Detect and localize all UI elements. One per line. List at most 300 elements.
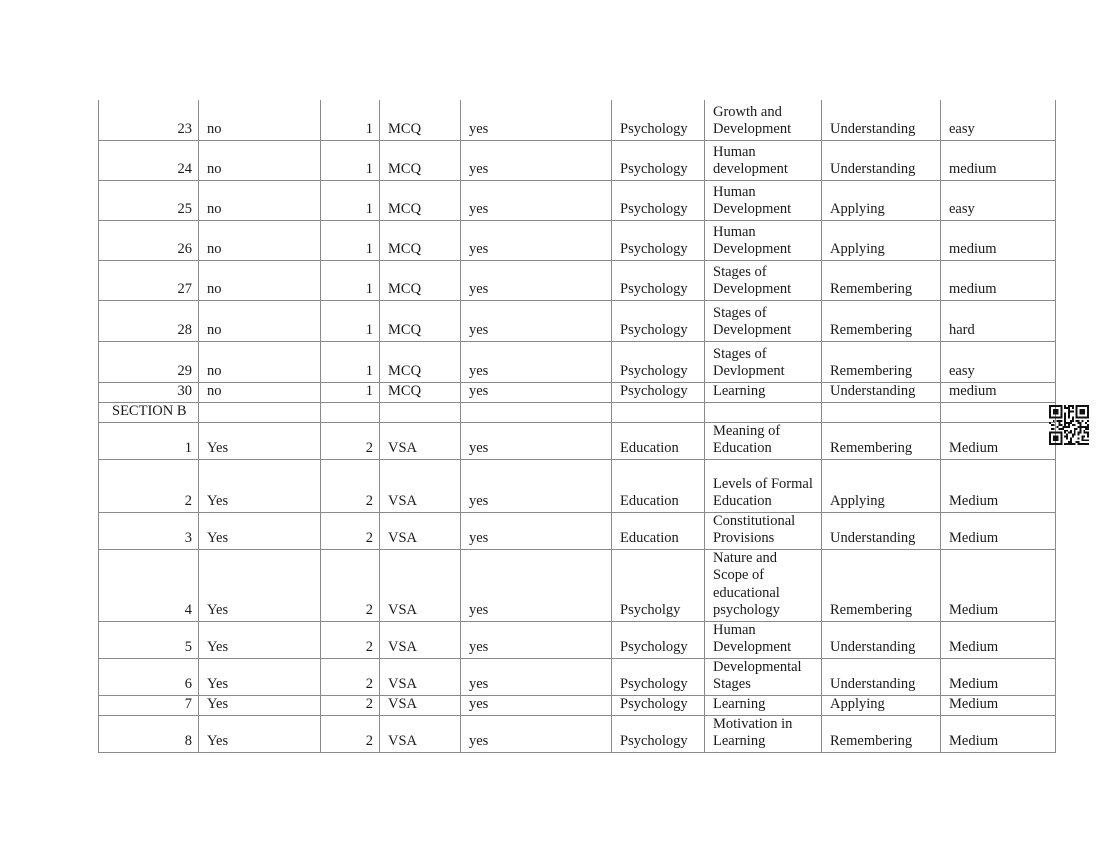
question-number-cell: 27 <box>99 260 199 300</box>
qr-module <box>1079 411 1081 413</box>
topic-cell: Human Development <box>705 621 822 658</box>
internal-choice-cell: Yes <box>199 422 321 459</box>
qr-module <box>1060 407 1062 409</box>
flag-cell: yes <box>461 341 612 382</box>
qr-module <box>1079 422 1081 424</box>
qr-module <box>1066 407 1068 409</box>
empty-cell <box>705 402 822 422</box>
cognitive-level-cell: Remembering <box>822 715 941 752</box>
question-type-cell: MCQ <box>380 260 461 300</box>
qr-module <box>1074 443 1076 445</box>
cognitive-level-cell: Remembering <box>822 422 941 459</box>
marks-cell: 1 <box>321 382 380 402</box>
flag-cell: yes <box>461 658 612 695</box>
qr-module <box>1053 424 1055 426</box>
qr-module <box>1051 416 1053 418</box>
question-number-cell: 30 <box>99 382 199 402</box>
question-type-cell: VSA <box>380 715 461 752</box>
cognitive-level-cell: Applying <box>822 695 941 715</box>
qr-module <box>1068 432 1070 434</box>
qr-module <box>1085 422 1087 424</box>
qr-module <box>1085 405 1087 407</box>
marks-cell: 2 <box>321 715 380 752</box>
topic-cell: Stages of Devlopment <box>705 341 822 382</box>
qr-module <box>1049 411 1051 413</box>
empty-cell <box>380 402 461 422</box>
qr-module <box>1087 439 1089 441</box>
qr-module <box>1081 437 1083 439</box>
qr-module <box>1083 435 1085 437</box>
qr-module <box>1066 434 1068 436</box>
qr-module <box>1087 435 1089 437</box>
qr-module <box>1081 413 1083 415</box>
qr-module <box>1053 437 1055 439</box>
qr-module <box>1057 426 1059 428</box>
qr-module <box>1079 413 1081 415</box>
topic-cell: Levels of Formal Education <box>705 459 822 512</box>
qr-module <box>1055 416 1057 418</box>
qr-module <box>1062 428 1064 430</box>
subject-cell: Psychology <box>612 695 705 715</box>
qr-module <box>1049 415 1051 417</box>
difficulty-cell: medium <box>941 220 1056 260</box>
question-type-cell: MCQ <box>380 100 461 140</box>
qr-module <box>1079 405 1081 407</box>
qr-module <box>1068 424 1070 426</box>
question-number-cell: 1 <box>99 422 199 459</box>
qr-module <box>1051 424 1053 426</box>
subject-cell: Psychology <box>612 220 705 260</box>
qr-module <box>1087 411 1089 413</box>
qr-module <box>1068 405 1070 407</box>
qr-module <box>1078 422 1080 424</box>
qr-module <box>1053 435 1055 437</box>
qr-module <box>1072 435 1074 437</box>
qr-module <box>1070 405 1072 407</box>
marks-cell: 1 <box>321 341 380 382</box>
flag-cell: yes <box>461 715 612 752</box>
qr-module <box>1064 416 1066 418</box>
table-row <box>99 621 1056 658</box>
qr-module <box>1051 428 1053 430</box>
qr-module <box>1074 428 1076 430</box>
subject-cell: Psychology <box>612 100 705 140</box>
qr-module <box>1078 443 1080 445</box>
qr-module <box>1076 413 1078 415</box>
qr-module <box>1060 424 1062 426</box>
question-type-cell: MCQ <box>380 341 461 382</box>
qr-module <box>1057 409 1059 411</box>
qr-module <box>1053 428 1055 430</box>
difficulty-cell: Medium <box>941 621 1056 658</box>
table-row <box>99 512 1056 549</box>
topic-cell: Human development <box>705 140 822 180</box>
qr-module <box>1068 415 1070 417</box>
marks-cell: 1 <box>321 260 380 300</box>
qr-module <box>1083 426 1085 428</box>
qr-module <box>1049 407 1051 409</box>
table-row <box>99 549 1056 621</box>
qr-module <box>1064 443 1066 445</box>
question-type-cell: VSA <box>380 549 461 621</box>
qr-module <box>1049 435 1051 437</box>
qr-module <box>1078 432 1080 434</box>
question-number-cell: 3 <box>99 512 199 549</box>
subject-cell: Psychology <box>612 621 705 658</box>
cognitive-level-cell: Understanding <box>822 100 941 140</box>
qr-module <box>1068 411 1070 413</box>
qr-module <box>1085 432 1087 434</box>
qr-module <box>1085 428 1087 430</box>
qr-module <box>1072 416 1074 418</box>
internal-choice-cell: no <box>199 220 321 260</box>
qr-module <box>1087 416 1089 418</box>
internal-choice-cell: no <box>199 341 321 382</box>
qr-module <box>1064 415 1066 417</box>
qr-module <box>1081 439 1083 441</box>
subject-cell: Psychology <box>612 180 705 220</box>
cognitive-level-cell: Applying <box>822 220 941 260</box>
qr-module <box>1055 413 1057 415</box>
topic-cell: Human Development <box>705 180 822 220</box>
qr-module <box>1049 439 1051 441</box>
internal-choice-cell: no <box>199 260 321 300</box>
qr-module <box>1078 441 1080 443</box>
qr-module <box>1081 416 1083 418</box>
marks-cell: 2 <box>321 422 380 459</box>
table-body <box>99 100 1056 752</box>
qr-module <box>1072 407 1074 409</box>
table-row <box>99 459 1056 512</box>
qr-module <box>1068 409 1070 411</box>
qr-module <box>1049 405 1051 407</box>
qr-module <box>1060 432 1062 434</box>
qr-module <box>1078 405 1080 407</box>
internal-choice-cell: Yes <box>199 715 321 752</box>
qr-module <box>1081 405 1083 407</box>
qr-module <box>1081 443 1083 445</box>
qr-module <box>1055 405 1057 407</box>
qr-module <box>1064 422 1066 424</box>
internal-choice-cell: Yes <box>199 621 321 658</box>
internal-choice-cell: Yes <box>199 695 321 715</box>
question-type-cell: VSA <box>380 658 461 695</box>
qr-module <box>1072 434 1074 436</box>
qr-module <box>1057 416 1059 418</box>
qr-module <box>1055 411 1057 413</box>
flag-cell: yes <box>461 180 612 220</box>
marks-cell: 2 <box>321 695 380 715</box>
difficulty-cell: medium <box>941 260 1056 300</box>
qr-module <box>1087 428 1089 430</box>
table-row <box>99 140 1056 180</box>
qr-module <box>1060 439 1062 441</box>
qr-module <box>1060 434 1062 436</box>
question-type-cell: MCQ <box>380 140 461 180</box>
question-type-cell: VSA <box>380 621 461 658</box>
question-number-cell: 4 <box>99 549 199 621</box>
qr-module <box>1068 422 1070 424</box>
flag-cell: yes <box>461 260 612 300</box>
qr-module <box>1087 415 1089 417</box>
qr-module <box>1049 443 1051 445</box>
qr-module <box>1072 420 1074 422</box>
qr-module <box>1064 435 1066 437</box>
qr-module <box>1079 426 1081 428</box>
cognitive-level-cell: Understanding <box>822 658 941 695</box>
qr-module <box>1053 405 1055 407</box>
flag-cell: yes <box>461 459 612 512</box>
table-row <box>99 422 1056 459</box>
topic-cell: Learning <box>705 695 822 715</box>
cognitive-level-cell: Understanding <box>822 512 941 549</box>
difficulty-cell: hard <box>941 300 1056 341</box>
qr-module <box>1083 413 1085 415</box>
qr-module <box>1059 424 1061 426</box>
difficulty-cell: Medium <box>941 549 1056 621</box>
qr-module <box>1070 432 1072 434</box>
subject-cell: Psychology <box>612 140 705 180</box>
qr-module <box>1076 405 1078 407</box>
qr-module <box>1057 432 1059 434</box>
flag-cell: yes <box>461 422 612 459</box>
table-row <box>99 220 1056 260</box>
qr-module <box>1076 411 1078 413</box>
table-row <box>99 180 1056 220</box>
qr-module <box>1079 428 1081 430</box>
qr-module <box>1060 413 1062 415</box>
empty-cell <box>941 402 1056 422</box>
qr-module <box>1087 443 1089 445</box>
cognitive-level-cell: Understanding <box>822 382 941 402</box>
difficulty-cell: easy <box>941 100 1056 140</box>
qr-module <box>1070 422 1072 424</box>
qr-module <box>1049 437 1051 439</box>
marks-cell: 2 <box>321 621 380 658</box>
qr-module <box>1057 443 1059 445</box>
qr-module <box>1057 435 1059 437</box>
qr-module <box>1081 409 1083 411</box>
cognitive-level-cell: Remembering <box>822 300 941 341</box>
topic-cell: Constitutional Provisions <box>705 512 822 549</box>
qr-module <box>1072 424 1074 426</box>
subject-cell: Education <box>612 459 705 512</box>
qr-module <box>1055 432 1057 434</box>
qr-module <box>1053 443 1055 445</box>
table-row <box>99 715 1056 752</box>
difficulty-cell: Medium <box>941 459 1056 512</box>
table-row <box>99 341 1056 382</box>
topic-cell: Motivation in Learning <box>705 715 822 752</box>
qr-module <box>1060 416 1062 418</box>
table-row <box>99 100 1056 140</box>
qr-module <box>1053 411 1055 413</box>
qr-module <box>1066 426 1068 428</box>
qr-module <box>1074 434 1076 436</box>
internal-choice-cell: no <box>199 140 321 180</box>
qr-module <box>1051 405 1053 407</box>
question-number-cell: 24 <box>99 140 199 180</box>
question-number-cell: 29 <box>99 341 199 382</box>
qr-module <box>1060 435 1062 437</box>
empty-cell <box>461 402 612 422</box>
question-type-cell: MCQ <box>380 300 461 341</box>
subject-cell: Education <box>612 422 705 459</box>
internal-choice-cell: no <box>199 180 321 220</box>
difficulty-cell: medium <box>941 140 1056 180</box>
qr-module <box>1053 420 1055 422</box>
qr-module <box>1076 441 1078 443</box>
qr-module <box>1081 411 1083 413</box>
qr-module <box>1049 422 1051 424</box>
qr-module <box>1074 432 1076 434</box>
qr-module <box>1059 422 1061 424</box>
qr-module <box>1059 443 1061 445</box>
qr-module <box>1070 439 1072 441</box>
qr-module <box>1087 434 1089 436</box>
question-number-cell: 7 <box>99 695 199 715</box>
qr-module <box>1068 441 1070 443</box>
qr-module <box>1087 426 1089 428</box>
qr-module <box>1087 420 1089 422</box>
qr-module <box>1072 443 1074 445</box>
qr-module <box>1059 420 1061 422</box>
blueprint-table <box>98 100 1056 753</box>
topic-cell: Growth and Development <box>705 100 822 140</box>
qr-module <box>1060 420 1062 422</box>
topic-cell: Human Development <box>705 220 822 260</box>
qr-module <box>1059 416 1061 418</box>
qr-module <box>1060 411 1062 413</box>
qr-module <box>1068 416 1070 418</box>
qr-module <box>1049 434 1051 436</box>
qr-module <box>1072 418 1074 420</box>
qr-module <box>1085 443 1087 445</box>
qr-module <box>1066 443 1068 445</box>
qr-module <box>1083 430 1085 432</box>
qr-module <box>1066 430 1068 432</box>
qr-module <box>1083 432 1085 434</box>
qr-module <box>1064 432 1066 434</box>
internal-choice-cell: Yes <box>199 459 321 512</box>
topic-cell: Nature and Scope of educational psychology <box>705 549 822 621</box>
qr-module <box>1064 407 1066 409</box>
internal-choice-cell: no <box>199 300 321 341</box>
flag-cell: yes <box>461 621 612 658</box>
question-type-cell: VSA <box>380 459 461 512</box>
qr-module <box>1070 420 1072 422</box>
subject-cell: Psycholgy <box>612 549 705 621</box>
qr-module <box>1064 418 1066 420</box>
qr-module <box>1068 443 1070 445</box>
difficulty-cell: Medium <box>941 512 1056 549</box>
section-b-label: SECTION B <box>99 402 199 422</box>
qr-module <box>1083 443 1085 445</box>
qr-module <box>1057 413 1059 415</box>
difficulty-cell: medium <box>941 382 1056 402</box>
flag-cell: yes <box>461 140 612 180</box>
qr-module <box>1087 413 1089 415</box>
qr-module <box>1055 435 1057 437</box>
qr-module <box>1070 411 1072 413</box>
marks-cell: 2 <box>321 549 380 621</box>
qr-module <box>1085 426 1087 428</box>
qr-module <box>1066 437 1068 439</box>
qr-module <box>1064 405 1066 407</box>
question-number-cell: 8 <box>99 715 199 752</box>
qr-module <box>1060 415 1062 417</box>
qr-module <box>1055 409 1057 411</box>
qr-module <box>1053 439 1055 441</box>
qr-module <box>1060 443 1062 445</box>
topic-cell: Stages of Development <box>705 260 822 300</box>
qr-module <box>1070 443 1072 445</box>
table-row <box>99 260 1056 300</box>
question-number-cell: 2 <box>99 459 199 512</box>
question-number-cell: 28 <box>99 300 199 341</box>
qr-module <box>1078 434 1080 436</box>
difficulty-cell: Medium <box>941 695 1056 715</box>
qr-module <box>1064 420 1066 422</box>
marks-cell: 1 <box>321 220 380 260</box>
internal-choice-cell: no <box>199 382 321 402</box>
qr-code-icon <box>1049 405 1089 445</box>
internal-choice-cell: no <box>199 100 321 140</box>
qr-module <box>1060 437 1062 439</box>
table-row <box>99 695 1056 715</box>
qr-module <box>1083 411 1085 413</box>
qr-module <box>1049 432 1051 434</box>
difficulty-cell: Medium <box>941 658 1056 695</box>
cognitive-level-cell: Understanding <box>822 140 941 180</box>
cognitive-level-cell: Remembering <box>822 549 941 621</box>
qr-module <box>1064 430 1066 432</box>
qr-module <box>1087 409 1089 411</box>
qr-module <box>1079 424 1081 426</box>
question-number-cell: 26 <box>99 220 199 260</box>
qr-module <box>1055 443 1057 445</box>
qr-module <box>1087 407 1089 409</box>
question-number-cell: 23 <box>99 100 199 140</box>
difficulty-cell: easy <box>941 180 1056 220</box>
marks-cell: 1 <box>321 140 380 180</box>
internal-choice-cell: Yes <box>199 512 321 549</box>
cognitive-level-cell: Remembering <box>822 260 941 300</box>
qr-module <box>1057 411 1059 413</box>
marks-cell: 2 <box>321 658 380 695</box>
internal-choice-cell: Yes <box>199 549 321 621</box>
qr-module <box>1079 432 1081 434</box>
qr-module <box>1064 413 1066 415</box>
qr-module <box>1055 437 1057 439</box>
difficulty-cell: easy <box>941 341 1056 382</box>
qr-module <box>1087 432 1089 434</box>
qr-module <box>1085 439 1087 441</box>
marks-cell: 2 <box>321 512 380 549</box>
qr-module <box>1064 426 1066 428</box>
empty-cell <box>822 402 941 422</box>
subject-cell: Psychology <box>612 300 705 341</box>
question-number-cell: 5 <box>99 621 199 658</box>
qr-module <box>1049 409 1051 411</box>
qr-module <box>1049 441 1051 443</box>
topic-cell: Stages of Development <box>705 300 822 341</box>
qr-module <box>1076 428 1078 430</box>
marks-cell: 2 <box>321 459 380 512</box>
topic-cell: Meaning of Education <box>705 422 822 459</box>
qr-module <box>1081 420 1083 422</box>
question-type-cell: VSA <box>380 422 461 459</box>
